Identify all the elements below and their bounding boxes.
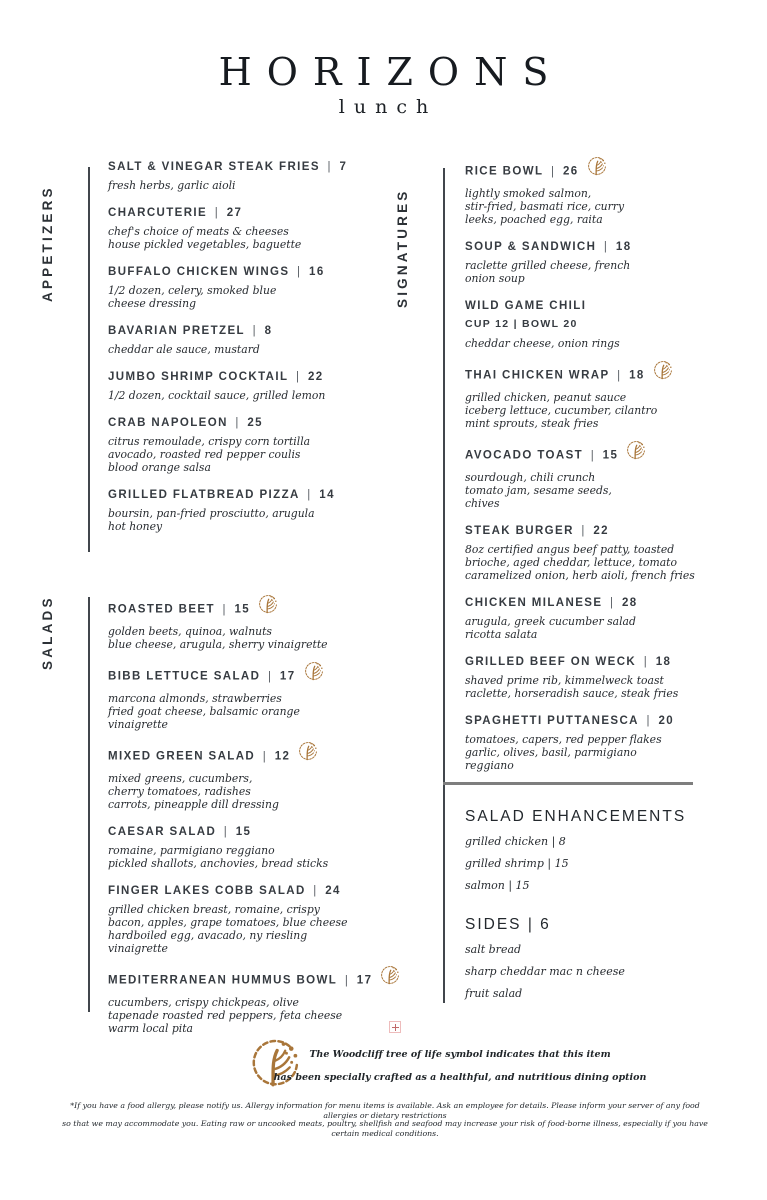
- description-line: house pickled vegetables, baguette: [108, 238, 302, 251]
- menu-item-name: BIBB LETTUCE SALAD: [108, 670, 261, 683]
- description-line: raclette grilled cheese, french: [465, 259, 631, 272]
- description-line: cherry tomatoes, radishes: [108, 785, 251, 798]
- menu-item-title: [108, 325, 408, 338]
- description-line: vinaigrette: [108, 942, 168, 955]
- menu-item-description: [108, 692, 408, 731]
- extras-group-items: [465, 835, 725, 892]
- price-separator: |: [586, 449, 600, 462]
- menu-item-description: [465, 615, 757, 641]
- description-line: blue cheese, arugula, sherry vinaigrette: [108, 638, 328, 651]
- description-line: cucumbers, crispy chickpeas, olive: [108, 996, 299, 1009]
- menu-type: lunch: [338, 96, 438, 118]
- price-separator: |: [230, 417, 245, 429]
- tree-of-life-icon: [645, 370, 673, 382]
- menu-item-description: [108, 284, 408, 310]
- description-line: avocado, roasted red pepper coulis: [108, 448, 301, 461]
- menu-item-price: 18: [615, 241, 632, 253]
- menu-item: [108, 266, 408, 310]
- price-separator: |: [340, 974, 354, 987]
- menu-item: [465, 445, 757, 510]
- menu-item-description: [465, 391, 757, 430]
- menu-item-description: [108, 343, 408, 356]
- tree-note-line1: The Woodcliff tree of life symbol indicates that this item: [309, 1049, 611, 1060]
- menu-item-name: RICE BOWL: [465, 165, 544, 178]
- description-line: chef's choice of meats & cheeses: [108, 225, 289, 238]
- extras-item: sharp cheddar mac n cheese: [465, 965, 625, 978]
- menu-item-price: 15: [234, 603, 251, 616]
- menu-item-description: [108, 772, 408, 811]
- tree-note-line2: has been specially crafted as a healthful, and nutritious dining option: [273, 1072, 647, 1083]
- menu-item-price: 15: [235, 826, 252, 838]
- menu-item-description: [108, 844, 408, 870]
- menu-item: [465, 161, 757, 226]
- section-label-signatures: SIGNATURES: [395, 188, 410, 308]
- menu-item: [465, 241, 757, 285]
- menu-item-description: [465, 259, 757, 285]
- menu-item-title: [465, 300, 757, 313]
- price-separator: |: [546, 165, 560, 178]
- menu-item-title: [108, 826, 408, 839]
- description-line: mixed greens, cucumbers,: [108, 772, 253, 785]
- menu-item-title: [465, 525, 757, 538]
- menu-item-name: MIXED GREEN SALAD: [108, 750, 256, 763]
- menu-item: [465, 656, 757, 700]
- menu-item-title: [465, 656, 757, 669]
- description-line: marcona almonds, strawberries: [108, 692, 282, 705]
- menu-item-title: [465, 715, 757, 728]
- price-separator: |: [322, 161, 337, 173]
- menu-item: [108, 207, 408, 251]
- menu-item-description: [465, 674, 757, 700]
- menu-item: [108, 371, 408, 402]
- description-line: raclette, horseradish sauce, steak fries: [465, 687, 679, 700]
- extras-group-title: SIDES | 6: [465, 916, 551, 933]
- restaurant-name: HORIZONS: [218, 50, 564, 94]
- menu-item-title: [108, 885, 408, 898]
- description-line: hardboiled egg, avacado, ny riesling: [108, 929, 308, 942]
- price-separator: |: [612, 369, 627, 382]
- allergy-disclaimer-line2: so that we may accommodate you. Eating raw or uncooked meats, poultry, shellfish and seafood may increase your risk of food-borne illness, especially if you have certain medical conditions.: [62, 1119, 708, 1138]
- menu-item-description: [108, 179, 408, 192]
- menu-item-price: 22: [593, 525, 609, 537]
- salads-rule: [88, 597, 90, 1012]
- description-line: reggiano: [465, 759, 514, 772]
- menu-item-title: [108, 161, 408, 174]
- price-separator: |: [599, 241, 613, 253]
- menu-item-price: 8: [264, 325, 273, 337]
- description-line: lightly smoked salmon,: [465, 187, 592, 200]
- tree-of-life-icon: [290, 751, 318, 763]
- description-line: fresh herbs, garlic aioli: [108, 179, 236, 192]
- menu-item: [465, 300, 757, 350]
- menu-item-name: AVOCADO TOAST: [465, 449, 584, 462]
- menu-item-name: GRILLED FLATBREAD PIZZA: [108, 489, 300, 501]
- menu-item-description: [465, 471, 757, 510]
- menu-item-price: 12: [274, 750, 291, 763]
- menu-item-description: [465, 733, 757, 772]
- description-line: brioche, aged cheddar, lettuce, tomato: [465, 556, 677, 569]
- menu-item-name: BAVARIAN PRETZEL: [108, 325, 245, 337]
- price-separator: |: [292, 266, 307, 278]
- menu-item-title: [108, 417, 408, 430]
- menu-item: [108, 666, 408, 731]
- price-separator: |: [217, 603, 232, 616]
- extras-item: salt bread: [465, 943, 522, 956]
- menu-item-price: 14: [319, 489, 335, 501]
- extras-group-items: [465, 943, 725, 1000]
- menu-item-price: 26: [562, 165, 579, 178]
- menu-item-name: SOUP & SANDWICH: [465, 241, 597, 253]
- description-line: tapenade roasted red peppers, feta cheese: [108, 1009, 343, 1022]
- section-label-appetizers: APPETIZERS: [40, 185, 55, 302]
- extras-group-title: SALAD ENHANCEMENTS: [465, 808, 687, 825]
- description-line: carrots, pineapple dill dressing: [108, 798, 279, 811]
- menu-item: [108, 746, 408, 811]
- description-line: shaved prime rib, kimmelweck toast: [465, 674, 664, 687]
- menu-item-name: CRAB NAPOLEON: [108, 417, 228, 429]
- menu-item-name: CAESAR SALAD: [108, 826, 217, 838]
- price-separator: |: [576, 525, 591, 537]
- menu-item-name: SPAGHETTI PUTTANESCA: [465, 715, 639, 727]
- description-line: cheddar ale sauce, mustard: [108, 343, 260, 356]
- menu-item-title: [108, 746, 408, 767]
- menu-item-name: JUMBO SHRIMP COCKTAIL: [108, 371, 289, 383]
- extras-item: grilled shrimp | 15: [465, 857, 569, 870]
- menu-item-title: [465, 365, 757, 386]
- description-line: golden beets, quinoa, walnuts: [108, 625, 272, 638]
- menu-item-title: [108, 666, 408, 687]
- extras-group: [465, 808, 725, 892]
- menu-item-title: [465, 241, 757, 254]
- section-label-salads: SALADS: [40, 595, 55, 670]
- menu-item-description: [108, 225, 408, 251]
- price-separator: |: [302, 489, 317, 501]
- menu-item-name: ROASTED BEET: [108, 603, 215, 616]
- menu-item-price: 18: [629, 369, 645, 382]
- appetizers-rule: [88, 167, 90, 552]
- menu-item-title: [108, 599, 408, 620]
- description-line: mint sprouts, steak fries: [465, 417, 599, 430]
- description-line: fried goat cheese, balsamic orange: [108, 705, 300, 718]
- appetizers-items: [108, 161, 408, 548]
- menu-item-title: [108, 207, 408, 220]
- description-line: leeks, poached egg, raita: [465, 213, 603, 226]
- menu-item-price: 25: [247, 417, 263, 429]
- price-separator: |: [639, 656, 653, 668]
- price-separator: |: [210, 207, 224, 219]
- menu-item: [108, 885, 408, 955]
- description-line: sourdough, chili crunch: [465, 471, 596, 484]
- signatures-rule: [443, 168, 445, 1003]
- menu-item-name: FINGER LAKES COBB SALAD: [108, 885, 306, 897]
- menu-item-name: THAI CHICKEN WRAP: [465, 369, 610, 382]
- price-separator: |: [258, 750, 272, 763]
- description-line: boursin, pan-fried prosciutto, arugula: [108, 507, 315, 520]
- menu-item-name: GRILLED BEEF ON WECK: [465, 656, 637, 668]
- description-line: chives: [465, 497, 500, 510]
- menu-item-description: [108, 389, 408, 402]
- description-line: iceberg lettuce, cucumber, cilantro: [465, 404, 658, 417]
- price-separator: |: [291, 371, 305, 383]
- description-line: hot honey: [108, 520, 163, 533]
- menu-item-description: [108, 625, 408, 651]
- description-line: tomato jam, sesame seeds,: [465, 484, 612, 497]
- price-separator: |: [605, 597, 619, 609]
- menu-item: [465, 597, 757, 641]
- description-line: citrus remoulade, crispy corn tortilla: [108, 435, 311, 448]
- description-line: onion soup: [465, 272, 525, 285]
- description-line: garlic, olives, basil, parmigiano: [465, 746, 637, 759]
- tree-of-life-icon: [296, 671, 324, 683]
- description-line: ricotta salata: [465, 628, 538, 641]
- description-line: grilled chicken, peanut sauce: [465, 391, 627, 404]
- menu-item-name: WILD GAME CHILI: [465, 300, 587, 312]
- menu-item-price: 17: [279, 670, 296, 683]
- menu-item-price: 27: [226, 207, 243, 219]
- menu-item: [465, 365, 757, 430]
- price-separator: |: [263, 670, 277, 683]
- menu-item: [465, 525, 757, 582]
- menu-item-description: [465, 187, 757, 226]
- menu-item-price: 22: [307, 371, 324, 383]
- menu-item: [108, 161, 408, 192]
- menu-item-name: STEAK BURGER: [465, 525, 574, 537]
- extras-item: fruit salad: [465, 987, 523, 1000]
- description-line: cheese dressing: [108, 297, 197, 310]
- price-separator: |: [219, 826, 233, 838]
- menu-item-name: MEDITERRANEAN HUMMUS BOWL: [108, 974, 338, 987]
- description-line: 1/2 dozen, celery, smoked blue: [108, 284, 277, 297]
- menu-item-name: BUFFALO CHICKEN WINGS: [108, 266, 290, 278]
- description-line: caramelized onion, herb aioli, french fries: [465, 569, 695, 582]
- menu-item-description: [108, 903, 408, 955]
- tree-of-life-icon: [372, 975, 400, 987]
- menu-item-title: [465, 161, 757, 182]
- menu-item-description: [108, 435, 408, 474]
- description-line: blood orange salsa: [108, 461, 211, 474]
- menu-item-name: SALT & VINEGAR STEAK FRIES: [108, 161, 320, 173]
- description-line: cheddar cheese, onion rings: [465, 337, 620, 350]
- signatures-items: [465, 161, 757, 787]
- menu-item-title: [108, 489, 408, 502]
- menu-item-description: [465, 337, 757, 350]
- description-line: stir-fried, basmati rice, curry: [465, 200, 625, 213]
- description-line: pickled shallots, anchovies, bread sticks: [108, 857, 329, 870]
- description-line: bacon, apples, grape tomatoes, blue cheese: [108, 916, 348, 929]
- tree-of-life-icon: [618, 450, 646, 462]
- menu-item: [108, 489, 408, 533]
- description-line: arugula, greek cucumber salad: [465, 615, 636, 628]
- price-separator: |: [247, 325, 262, 337]
- menu-item-name: CHARCUTERIE: [108, 207, 208, 219]
- description-line: grilled chicken breast, romaine, crispy: [108, 903, 320, 916]
- menu-item: [108, 970, 408, 1035]
- description-line: 1/2 dozen, cocktail sauce, grilled lemon: [108, 389, 326, 402]
- description-line: tomatoes, capers, red pepper flakes: [465, 733, 662, 746]
- tree-of-life-icon: [579, 166, 607, 178]
- menu-item-name: CHICKEN MILANESE: [465, 597, 603, 609]
- menu-item-title: [108, 266, 408, 279]
- extras-item: salmon | 15: [465, 879, 530, 892]
- price-separator: |: [308, 885, 323, 897]
- menu-item-description: [465, 543, 757, 582]
- plus-icon: [389, 1021, 401, 1033]
- menu-item-price: 20: [658, 715, 675, 727]
- menu-item-price: 18: [655, 656, 672, 668]
- menu-item-price: 15: [602, 449, 619, 462]
- menu-item-price: 24: [325, 885, 341, 897]
- salads-items: [108, 599, 408, 1050]
- extras-column: [465, 808, 725, 1024]
- description-line: vinaigrette: [108, 718, 168, 731]
- menu-item: [108, 826, 408, 870]
- menu-item-price: 7: [339, 161, 348, 173]
- menu-item-title: [108, 970, 408, 991]
- menu-item-price: 28: [621, 597, 638, 609]
- description-line: warm local pita: [108, 1022, 193, 1035]
- menu-item-price: 16: [309, 266, 325, 278]
- menu-item: [108, 325, 408, 356]
- menu-item-title: [108, 371, 408, 384]
- menu-item-title: [465, 597, 757, 610]
- menu-item: [108, 417, 408, 474]
- price-separator: |: [641, 715, 656, 727]
- menu-item-sizes: CUP 12 | BOWL 20: [465, 318, 578, 330]
- extras-item: grilled chicken | 8: [465, 835, 566, 848]
- extras-group: [465, 916, 725, 1000]
- menu-item: [465, 715, 757, 772]
- description-line: romaine, parmigiano reggiano: [108, 844, 275, 857]
- description-line: 8oz certified angus beef patty, toasted: [465, 543, 675, 556]
- menu-item-price: 17: [356, 974, 373, 987]
- menu-item-title: [465, 445, 757, 466]
- menu-item: [108, 599, 408, 651]
- allergy-disclaimer-line1: *If you have a food allergy, please notify us. Allergy information for menu items is available. Ask an employee for details. Please inform your server of any food allergies or dietary restrictions: [70, 1101, 700, 1120]
- tree-of-life-icon: [250, 604, 278, 616]
- menu-item-description: [108, 507, 408, 533]
- menu-item-description: [108, 996, 408, 1035]
